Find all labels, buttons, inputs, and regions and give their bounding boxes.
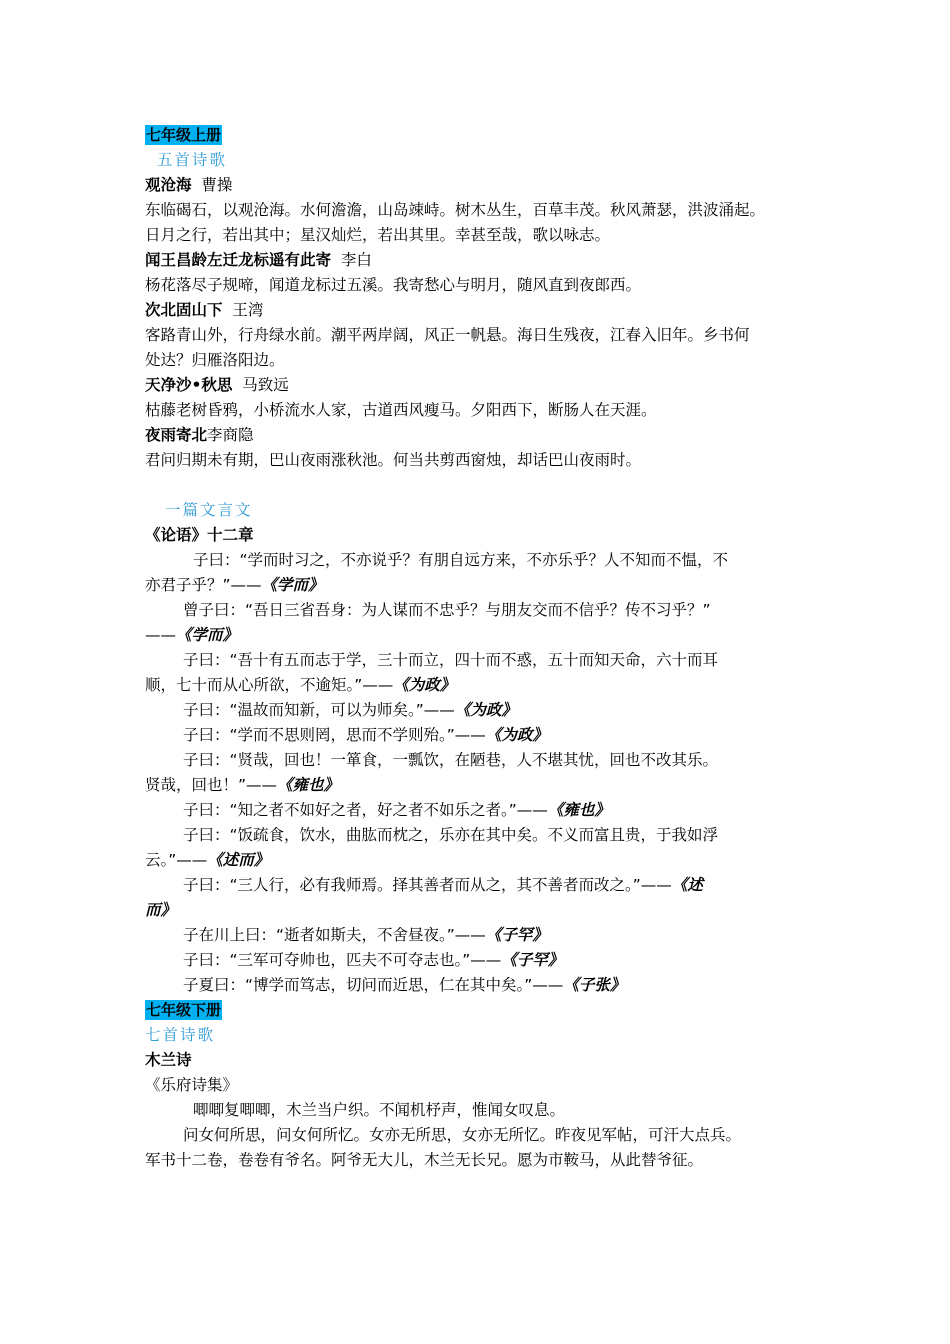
- poem-text: 日月之行，若出其中；星汉灿烂，若出其里。幸甚至哉，歌以咏志。: [145, 226, 611, 244]
- analects-source: 《子张》: [563, 976, 626, 994]
- analects-line: 子曰：“贤哉，回也！一箪食，一瓢饮，在陋巷，人不堪其忧，回也不改其乐。: [183, 751, 719, 769]
- analects-source: 《述而》: [207, 851, 270, 869]
- poem-text: 东临碣石，以观沧海。水何澹澹，山岛竦峙。树木丛生，百草丰茂。秋风萧瑟，洪波涌起。: [145, 201, 766, 219]
- analects-line: [145, 773, 815, 798]
- poem-author: 李商隐: [207, 426, 254, 444]
- analects-line: 曾子曰：“吾日三省吾身：为人谋而不忠乎？与朋友交而不信乎？传不习乎？”: [183, 601, 711, 619]
- document-page: [145, 123, 815, 1173]
- analects-text: 子曰：“知之者不如好之者，好之者不如乐之者。”——: [183, 801, 548, 819]
- analects-text: ——: [145, 626, 176, 644]
- analects-text: 子曰：“三军可夺帅也，匹夫不可夺志也。”——: [183, 951, 502, 969]
- poem-author: 李白: [340, 251, 372, 269]
- analects-line: 子曰：“学而时习之，不亦说乎？有朋自远方来，不亦乐乎？人不知而不愠，不: [193, 551, 729, 569]
- analects-source: 《雍也》: [277, 776, 340, 794]
- analects-text: 顺，七十而从心所欲，不逾矩。”——: [145, 676, 394, 694]
- analects-source: 《为政》: [454, 701, 517, 719]
- poem-text: 唧唧复唧唧，木兰当户织。不闻机杼声，惟闻女叹息。: [193, 1101, 566, 1119]
- analects-line: [145, 673, 815, 698]
- analects-text: 云。”——: [145, 851, 208, 869]
- section-heading-classical: 一篇文言文: [165, 501, 253, 519]
- analects-text: 子夏曰：“博学而笃志，切问而近思，仁在其中矣。”——: [183, 976, 564, 994]
- poem-title: 观沧海: [145, 176, 192, 194]
- analects-line: [145, 573, 815, 598]
- analects-text: 子在川上曰：“逝者如斯夫，不舍昼夜。”——: [183, 926, 486, 944]
- analects-line: [145, 723, 815, 748]
- analects-text: 亦君子乎？”——: [145, 576, 262, 594]
- analects-line: [145, 698, 815, 723]
- poem-author: 王湾: [232, 301, 264, 319]
- poem-text: 问女何所思，问女何所忆。女亦无所思，女亦无所忆。昨夜见军帖，可汗大点兵。: [183, 1126, 742, 1144]
- analects-text: 子曰：“学而不思则罔，思而不学则殆。”——: [183, 726, 486, 744]
- grade-heading-lower: 七年级下册: [146, 1001, 222, 1019]
- analects-line: 子曰：“饭疏食，饮水，曲肱而枕之，乐亦在其中矣。不义而富且贵，于我如浮: [183, 826, 719, 844]
- analects-line: [145, 848, 815, 873]
- poem-title-line: [145, 423, 815, 448]
- analects-line: [145, 898, 815, 923]
- analects-source: 《雍也》: [547, 801, 610, 819]
- analects-line: 子曰：“吾十有五而志于学，三十而立，四十而不惑，五十而知天命，六十而耳: [183, 651, 719, 669]
- analects-line: [145, 923, 815, 948]
- poem-title: 闻王昌龄左迁龙标遥有此寄: [145, 251, 332, 269]
- analects-line: [145, 973, 815, 998]
- analects-text: 子曰：“三人行，必有我师焉。择其善者而从之，其不善者而改之。”——: [183, 876, 672, 894]
- poem-title-line: [145, 373, 815, 398]
- poem-title: 木兰诗: [145, 1051, 192, 1069]
- poem-title: 次北固山下: [145, 301, 223, 319]
- analects-source: 《子罕》: [485, 926, 548, 944]
- analects-source: 《子罕》: [501, 951, 564, 969]
- poem-text: 客路青山外，行舟绿水前。潮平两岸阔，风正一帆悬。海日生残夜，江春入旧年。乡书何: [145, 326, 750, 344]
- poem-title-line: [145, 173, 815, 198]
- analects-source: 《学而》: [261, 576, 324, 594]
- poem-author: 曹操: [201, 176, 233, 194]
- analects-text: 子曰：“温故而知新，可以为师矣。”——: [183, 701, 455, 719]
- analects-source: 《为政》: [393, 676, 456, 694]
- section-heading-poems: 五首诗歌: [157, 151, 228, 169]
- poem-text: 枯藤老树昏鸦，小桥流水人家，古道西风瘦马。夕阳西下，断肠人在天涯。: [145, 401, 657, 419]
- classical-title: 《论语》十二章: [145, 526, 254, 544]
- section-heading-seven-poems: 七首诗歌: [145, 1026, 216, 1044]
- analects-text: 贤哉，回也！”——: [145, 776, 278, 794]
- analects-line: [145, 948, 815, 973]
- grade-heading-upper: 七年级上册: [146, 126, 222, 144]
- analects-source: 《学而》: [176, 626, 239, 644]
- analects-line: [145, 623, 815, 648]
- poem-title: 天净沙•秋思: [145, 376, 233, 394]
- analects-source: 《述: [671, 876, 703, 894]
- poem-text: 君问归期未有期，巴山夜雨涨秋池。何当共剪西窗烛，却话巴山夜雨时。: [145, 451, 642, 469]
- poem-text: 处达？归雁洛阳边。: [145, 351, 285, 369]
- analects-line: [145, 873, 815, 898]
- analects-line: [145, 798, 815, 823]
- poem-title-line: [145, 298, 815, 323]
- poem-author: 马致远: [242, 376, 289, 394]
- poem-text: 杨花落尽子规啼，闻道龙标过五溪。我寄愁心与明月，随风直到夜郎西。: [145, 276, 642, 294]
- analects-source: 而》: [145, 901, 177, 919]
- poem-title: 夜雨寄北: [145, 426, 208, 444]
- poem-text: 军书十二卷，卷卷有爷名。阿爷无大儿，木兰无长兄。愿为市鞍马，从此替爷征。: [145, 1151, 704, 1169]
- poem-title-line: [145, 248, 815, 273]
- analects-source: 《为政》: [485, 726, 548, 744]
- poem-source: 《乐府诗集》: [145, 1076, 239, 1094]
